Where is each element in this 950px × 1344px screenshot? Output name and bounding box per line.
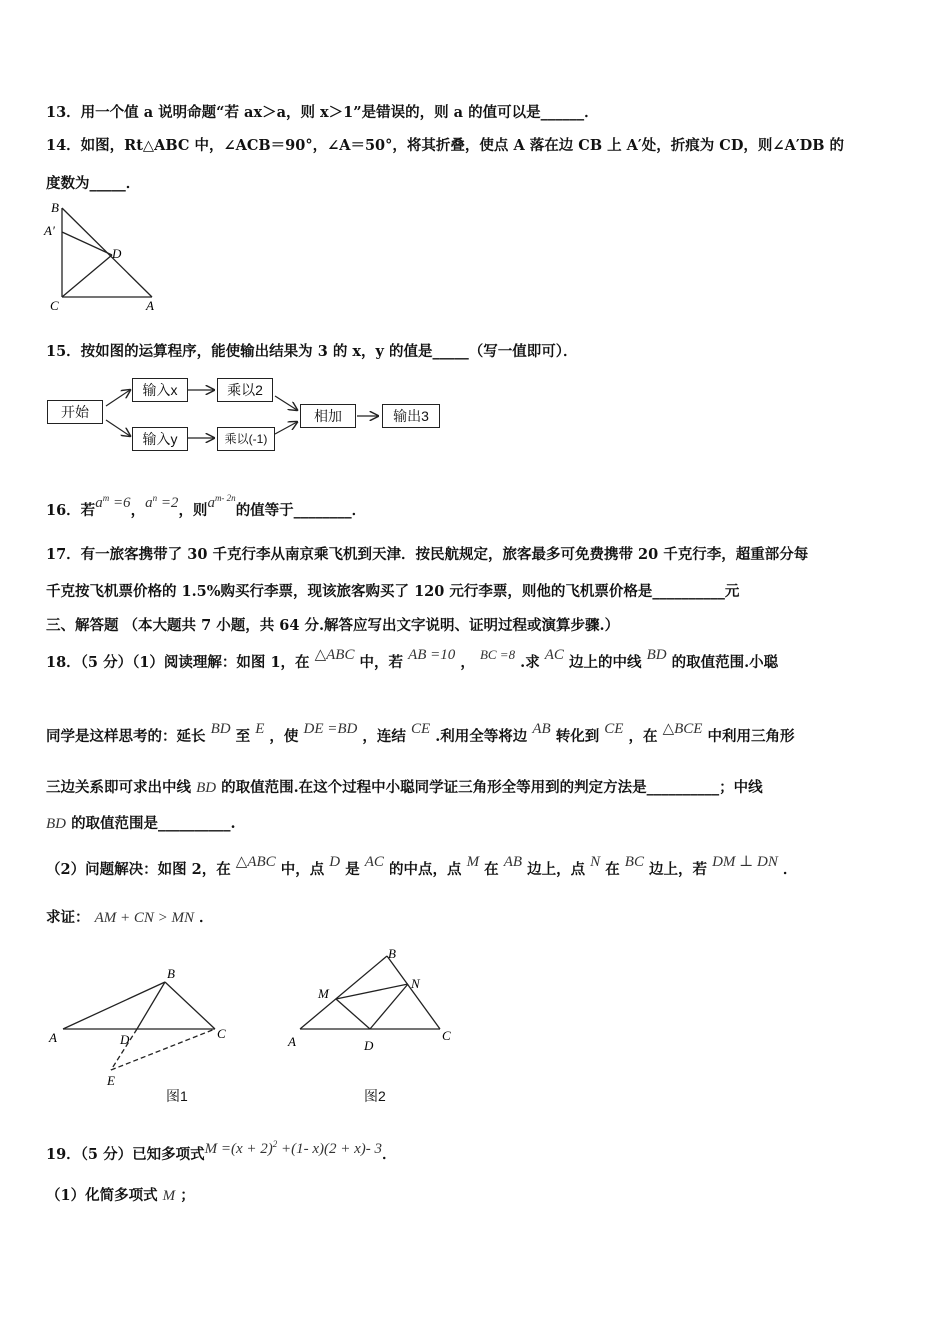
fig2-label-a: A — [288, 1034, 296, 1049]
q14-triangle-figure — [40, 200, 170, 315]
q18-l2d: ，连结 — [362, 728, 406, 745]
fig2-label-m: M — [318, 986, 329, 1001]
flow-multiply-2-box: 乘以2 — [217, 378, 273, 402]
q18-p2h: 边上，若 — [649, 861, 708, 878]
q16-base1: a — [95, 495, 103, 511]
q18-ab2: AB — [532, 721, 551, 737]
flow-input-y-box: 输入y — [132, 427, 188, 451]
q18-l1d: .求 — [520, 654, 540, 671]
section3-heading: 三、解答题 （本大题共 7 小题，共 64 分.解答应写出文字说明、证明过程或演算步骤.） — [46, 617, 620, 634]
q18-line3 — [46, 778, 763, 798]
q18-prove-label: 求证： — [46, 909, 90, 926]
q19-prefix: 19．（5 分）已知多项式 — [46, 1146, 205, 1163]
q18-p2g: 在 — [605, 861, 620, 878]
fig2-label-c: C — [442, 1028, 451, 1043]
fig2-segment-dm — [336, 999, 370, 1029]
q17-line1: 17．有一旅客携带了 30 千克行李从南京乘飞机到天津．按民航规定，旅客最多可免费携带 20 千克行李，超重部分每 — [46, 546, 809, 563]
q18-perp: DM ⊥ DN — [712, 854, 778, 870]
q19-line — [46, 1140, 397, 1165]
q16-sup3: m- 2n — [214, 493, 236, 503]
fig2-caption: 图2 — [364, 1088, 386, 1104]
q16-suffix: 的值等于________． — [235, 502, 367, 519]
q18-l1a: 18．（5 分）（1）阅读理解：如图 1，在 — [46, 654, 310, 671]
fig1-label-c: C — [217, 1026, 226, 1041]
q16-rest2: =2 — [157, 495, 179, 511]
q18-bd4: BD — [46, 816, 66, 832]
q18-ab3: AB — [503, 854, 523, 870]
fig1-label-a: A — [49, 1030, 57, 1045]
q19-sub1-end: ； — [180, 1187, 195, 1204]
q18-l1b: 中，若 — [359, 654, 404, 671]
q18-bd3: BD — [196, 780, 217, 796]
q16-base2: a — [145, 495, 153, 511]
q19-end: ． — [382, 1146, 397, 1163]
q18-p2b: 中，点 — [280, 861, 325, 878]
q18-l2f: 转化到 — [555, 728, 600, 745]
q18-triangle-abc-2: △ABC — [235, 854, 276, 870]
q19-square: 2 — [272, 1139, 278, 1149]
q18-line1 — [46, 647, 779, 673]
q18-part2-line — [46, 854, 798, 880]
q18-ce: CE — [410, 721, 431, 737]
fig1-label-b: B — [167, 966, 175, 981]
q14-line1: 14．如图，Rt△ABC 中，∠ACB＝90°，∠A＝50°，将其折叠，使点 A 落在边 CB 上 A′处，折痕为 CD，则∠A′DB 的 — [46, 137, 845, 154]
q19-sub1 — [46, 1186, 195, 1206]
flow-multiply-neg1-box: 乘以(-1) — [217, 427, 275, 451]
q16-then: ，则 — [178, 502, 208, 519]
q18-l1f: 的取值范围.小聪 — [671, 654, 779, 671]
q18-triangle-bce: △BCE — [662, 721, 703, 737]
q18-de-bd: DE =BD — [303, 721, 358, 737]
q18-l2b: 至 — [235, 728, 251, 745]
q18-ac2: AC — [364, 854, 384, 870]
q18-n: N — [590, 854, 601, 870]
q16-expr3 — [207, 495, 235, 511]
q18-p2i: ． — [782, 861, 798, 878]
fig1-side-ab — [63, 982, 165, 1029]
q18-l2a: 同学是这样思考的：延长 — [46, 728, 206, 745]
q13-text: 13．用一个值 a 说明命题“若 ax＞a，则 x＞1”是错误的，则 a 的值可以是______． — [46, 104, 599, 121]
q18-l3b: 的取值范围.在这个过程中小聪同学证三角形全等用到的判定方法是__________；中线 — [221, 779, 763, 796]
fig1-side-bc — [165, 982, 215, 1029]
fig2-side-ab — [300, 956, 387, 1029]
fig2-label-d: D — [364, 1038, 374, 1053]
fig2-label-b: B — [388, 946, 396, 961]
q19-sub1-label: （1）化简多项式 — [46, 1187, 158, 1204]
q18-l1e: 边上的中线 — [569, 654, 642, 671]
q18-d: D — [329, 854, 341, 870]
flow-add-box: 相加 — [300, 404, 356, 428]
q19-sub1-m: M — [162, 1188, 176, 1204]
q16-prefix: 16．若 — [46, 502, 96, 519]
q16-comma: ， — [130, 502, 146, 519]
q18-p2a: （2）问题解决：如图 2，在 — [46, 861, 231, 878]
q18-l2c: ，使 — [269, 728, 299, 745]
q18-p2f: 边上，点 — [527, 861, 586, 878]
q18-ce2: CE — [604, 721, 624, 737]
q18-p2d: 的中点，点 — [389, 861, 462, 878]
q16-base3: a — [207, 495, 215, 511]
q18-bd: BD — [646, 647, 667, 663]
q18-line2 — [46, 721, 795, 747]
q19-expr1: M =(x + 2) — [204, 1141, 273, 1157]
q16-line — [46, 493, 367, 521]
label-c: C — [50, 298, 59, 313]
q18-bc2: BC — [624, 854, 644, 870]
q16-expr1 — [95, 495, 130, 511]
fig1-label-d: D — [120, 1032, 130, 1047]
segment-a1d — [62, 232, 112, 255]
q19-expr — [205, 1141, 382, 1157]
fig1-caption: 图1 — [166, 1088, 188, 1104]
q18-prove-expr: AM + CN > MN — [94, 910, 194, 926]
q18-l2h: 中利用三角形 — [707, 728, 795, 745]
q18-l2g: ，在 — [628, 728, 658, 745]
q18-p2e: 在 — [484, 861, 499, 878]
fig2-label-n: N — [411, 976, 420, 991]
q18-l3a: 三边关系即可求出中线 — [46, 779, 191, 796]
q18-figure-1 — [45, 960, 245, 1095]
q18-bc: BC =8 — [479, 647, 516, 662]
q18-line4 — [46, 814, 236, 834]
flow-output-box: 输出3 — [382, 404, 440, 428]
q18-l1c: ， — [460, 654, 475, 671]
q18-prove-end: ． — [199, 909, 214, 926]
label-a-prime: A′ — [44, 223, 55, 238]
q18-ab: AB =10 — [408, 647, 456, 663]
label-d: D — [112, 246, 122, 261]
q18-m: M — [466, 854, 480, 870]
q16-expr2 — [145, 495, 178, 511]
q16-sup1: m — [102, 493, 110, 503]
flow-start-box: 开始 — [47, 400, 103, 424]
q18-e: E — [255, 721, 265, 737]
q17-line2: 千克按飞机票价格的 1.5%购买行李票，现该旅客购买了 120 元行李票，则他的飞机票价格是__________元 — [46, 583, 740, 600]
fig1-label-e: E — [107, 1073, 115, 1088]
crease-cd — [62, 255, 112, 297]
q15-text: 15．按如图的运算程序，能使输出结果为 3 的 x，y 的值是_____（写一值即可）． — [46, 343, 578, 360]
q19-expr2: +(1- x)(2 + x)- 3 — [277, 1141, 382, 1157]
q18-l4: 的取值范围是__________. — [71, 815, 236, 832]
q18-figure-2 — [280, 940, 470, 1060]
q16-rest1: =6 — [109, 495, 131, 511]
q18-ac: AC — [544, 647, 564, 663]
q14-line2: 度数为_____． — [46, 175, 141, 192]
label-a: A — [146, 298, 154, 313]
flow-input-x-box: 输入x — [132, 378, 188, 402]
q18-p2c: 是 — [345, 861, 360, 878]
q18-triangle-abc: △ABC — [314, 647, 355, 663]
q18-l2e: .利用全等将边 — [435, 728, 528, 745]
q18-prove-line — [46, 908, 214, 928]
q18-bd2: BD — [210, 721, 231, 737]
label-b: B — [51, 200, 59, 215]
q16-sup2: n — [152, 493, 158, 503]
fig2-side-bc — [387, 956, 440, 1029]
